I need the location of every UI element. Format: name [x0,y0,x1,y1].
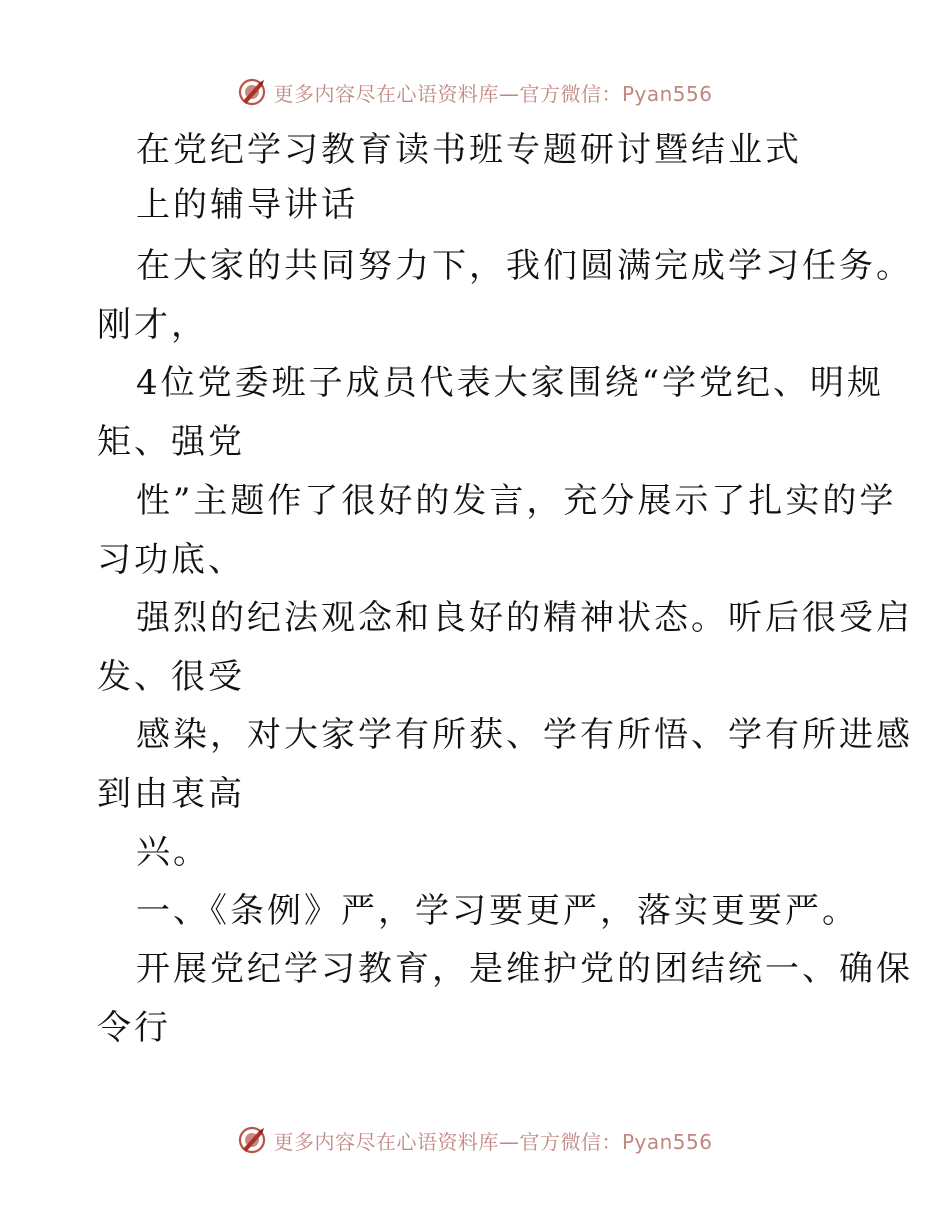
watermark-contact: 官方微信：Pyan556 [519,81,713,106]
watermark-contact: 官方微信：Pyan556 [519,1129,713,1154]
paragraph-line: 到由衷高 [97,774,245,814]
section-heading: 一、《条例》严，学习要更严，落实更要严。 [136,891,859,931]
pen-logo-icon [237,1125,267,1155]
paragraph-line: 兴。 [136,832,210,872]
paragraph-line: 令行 [97,1008,171,1048]
watermark-text [273,78,712,107]
paragraph-line: 开展党纪学习教育，是维护党的团结统一、确保 [136,949,913,989]
paragraph-line: 在大家的共同努力下，我们圆满完成学习任务。 [136,246,913,286]
paragraph-line: 强烈的纪法观念和良好的精神状态。听后很受启 [136,598,913,638]
paragraph-line: 发、很受 [97,657,245,697]
paragraph-line: 矩、强党 [97,422,245,462]
header-watermark [0,72,950,112]
watermark-text [273,1126,712,1155]
watermark-label: 更多内容尽在心语资料库— [273,81,520,106]
document-title-line-2: 上的辅导讲话 [136,185,358,225]
paragraph-line: 习功底、 [97,540,245,580]
pen-logo-icon [237,77,267,107]
watermark-label: 更多内容尽在心语资料库— [273,1129,520,1154]
paragraph-line: 4位党委班子成员代表大家围绕“学党纪、明规 [136,363,885,403]
paragraph-line: 感染，对大家学有所获、学有所悟、学有所进感 [136,715,913,755]
footer-watermark [0,1120,950,1160]
document-title-line-1: 在党纪学习教育读书班专题研讨暨结业式 [136,130,802,170]
paragraph-line: 刚才， [97,305,208,345]
paragraph-line: 性”主题作了很好的发言，充分展示了扎实的学 [136,481,897,521]
